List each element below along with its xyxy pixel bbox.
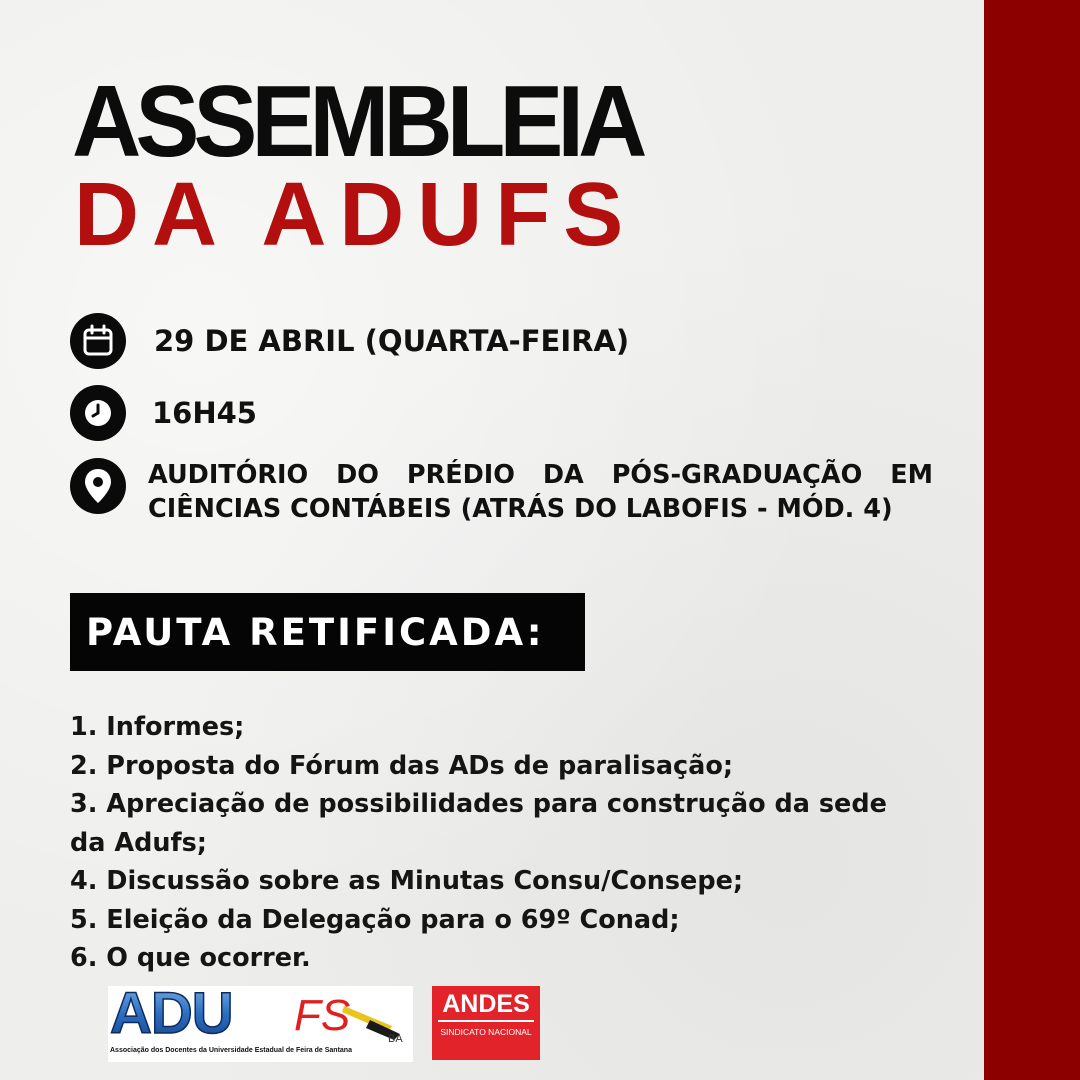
time-row — [70, 385, 257, 441]
agenda-item: da Adufs; — [70, 827, 207, 858]
date-text: 29 DE ABRIL (QUARTA-FEIRA) — [154, 324, 630, 358]
adufs-logo-letters: ADU — [110, 986, 233, 1046]
place-line-1: AUDITÓRIO DO PRÉDIO DA PÓS-GRADUAÇÃO EM — [148, 460, 933, 490]
agenda-heading: PAUTA RETIFICADA: — [86, 610, 545, 654]
adufs-logo-state: BA — [388, 1033, 403, 1045]
title-line-1: ASSEMBLEIA — [72, 65, 642, 179]
andes-logo-rule — [438, 1020, 534, 1022]
adufs-logo — [108, 986, 413, 1062]
place-line-2: CIÊNCIAS CONTÁBEIS (ATRÁS DO LABOFIS - MÓD. 4) — [148, 494, 893, 524]
agenda-item: 5. Eleição da Delegação para o 69º Conad; — [70, 904, 680, 935]
title-line-2: DA ADUFS — [74, 165, 637, 265]
agenda-item: 3. Apreciação de possibilidades para construção da sede — [70, 789, 887, 819]
place-row — [70, 458, 933, 526]
agenda-list — [70, 708, 930, 978]
agenda-item: 1. Informes; — [70, 712, 245, 742]
place-text — [148, 458, 933, 526]
red-side-bar — [984, 0, 1080, 1080]
time-text: 16H45 — [152, 396, 257, 430]
clock-icon — [70, 385, 126, 441]
adufs-logo-caption: Associação dos Docentes da Universidade Estadual de Feira de Santana — [110, 1047, 352, 1054]
andes-logo — [432, 986, 540, 1060]
andes-logo-subtitle: SINDICATO NACIONAL — [440, 1027, 532, 1037]
date-row — [70, 313, 629, 369]
calendar-icon — [70, 313, 126, 369]
agenda-item: 4. Discussão sobre as Minutas Consu/Consepe; — [70, 866, 744, 896]
agenda-heading-box — [70, 593, 585, 671]
agenda-item: 2. Proposta do Fórum das ADs de paralisação; — [70, 750, 734, 781]
agenda-item: 6. O que ocorrer. — [70, 943, 311, 973]
adufs-logo-fs: FS — [294, 991, 351, 1040]
andes-logo-name: ANDES — [442, 990, 530, 1018]
location-pin-icon — [70, 458, 126, 514]
